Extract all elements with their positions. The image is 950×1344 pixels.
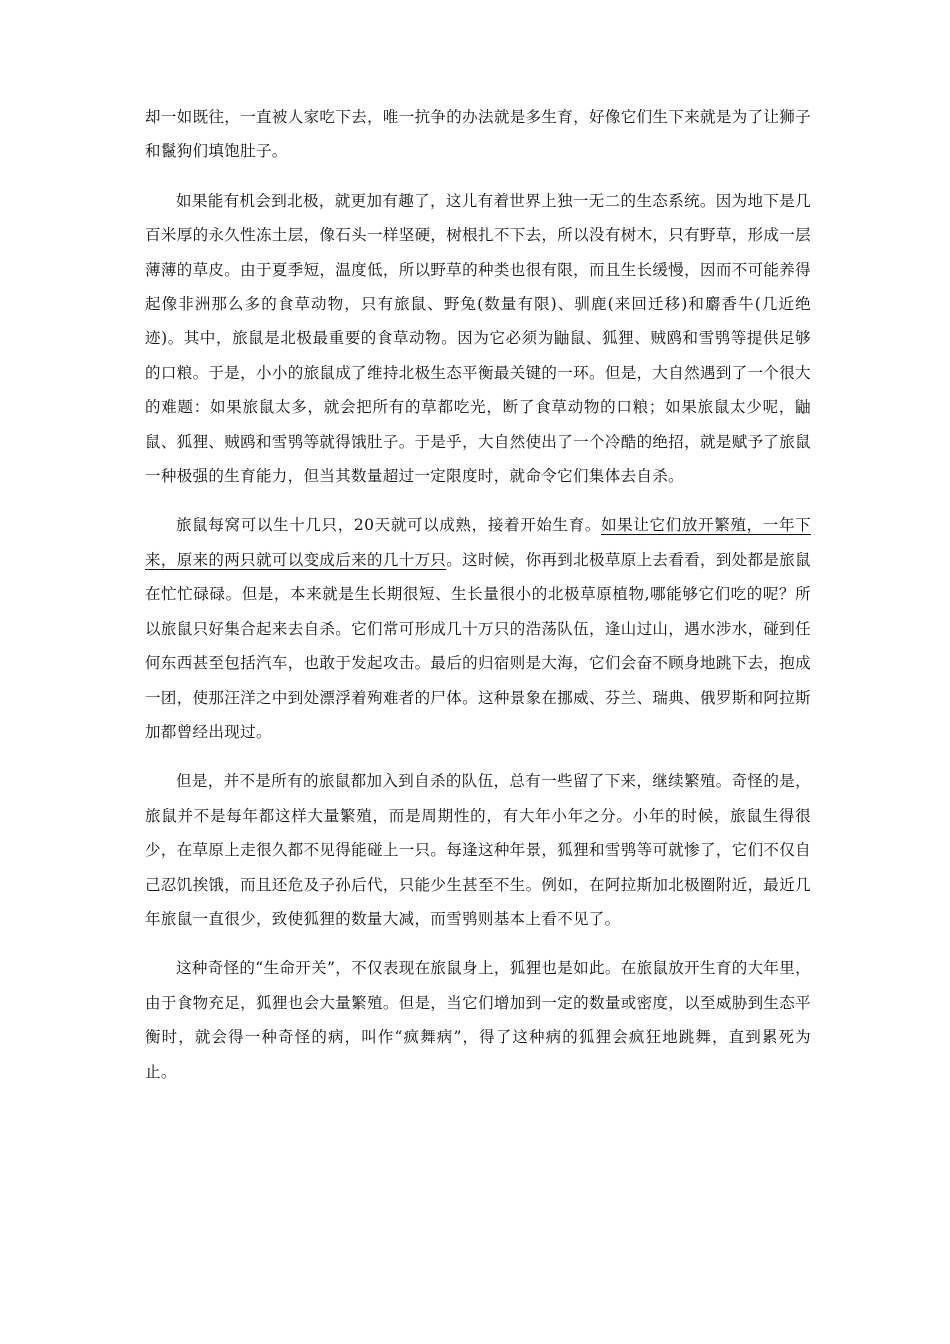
paragraph-3-intro: 旅鼠每窝可以生十几只，20天就可以成熟，接着开始生育。 [176,516,602,535]
paragraph-3-rest: 。这时候，你再到北极草原上去看看，到处都是旅鼠在忙忙碌碌。但是，本来就是生长期很短、生长量很小的北极草原植物,哪能够它们吃的呢？所以旅鼠只好集合起来去自杀。它们常可形成几十万只的浩荡队伍，逢山过山，遇水涉水，碰到任何东西甚至包括汽车，也敢于发起攻击。最后的归宿则是大海，它们会奋不顾身地跳下去，抱成一团，使那汪洋之中到处漂浮着殉难者的尸体。这种景象在挪威、芬兰、瑞典、俄罗斯和阿拉斯加都曾经出现过。 [145,550,811,741]
paragraph-4: 但是，并不是所有的旅鼠都加入到自杀的队伍，总有一些留了下来，继续繁殖。奇怪的是，旅鼠并不是每年都这样大量繁殖，而是周期性的，有大年小年之分。小年的时候，旅鼠生得很少，在草原上走很久都不见得能碰上一只。每逢这种年景，狐狸和雪鸮等可就惨了，它们不仅自己忍饥挨饿，而且还危及子孙后代，只能少生甚至不生。例如，在阿拉斯加北极圈附近，最近几年旅鼠一直很少，致使狐狸的数量大减，而雪鸮则基本上看不见了。 [145,772,811,928]
paragraph-3 [145,508,811,749]
paragraph-5: 这种奇怪的“生命开关”，不仅表现在旅鼠身上，狐狸也是如此。在旅鼠放开生育的大年里，由于食物充足，狐狸也会大量繁殖。但是，当它们增加到一定的数量或密度，以至威胁到生态平衡时，就会得一种奇怪的病，叫作“疯舞病”，得了这种病的狐狸会疯狂地跳舞，直到累死为止。 [145,959,811,1081]
paragraph-2: 如果能有机会到北极，就更加有趣了，这儿有着世界上独一无二的生态系统。因为地下是几百米厚的永久性冻土层，像石头一样坚硬，树根扎不下去，所以没有树木，只有野草，形成一层薄薄的草皮。由于夏季短，温度低，所以野草的种类也很有限，而且生长缓慢，因而不可能养得起像非洲那么多的食草动物，只有旅鼠、野兔(数量有限)、驯鹿(来回迁移)和麝香牛(几近绝迹)。其中，旅鼠是北极最重要的食草动物。因为它必须为鼬鼠、狐狸、贼鸥和雪鸮等提供足够的口粮。于是，小小的旅鼠成了维持北极生态平衡最关键的一环。但是，大自然遇到了一个很大的难题：如果旅鼠太多，就会把所有的草都吃光，断了食草动物的口粮；如果旅鼠太少呢，鼬鼠、狐狸、贼鸥和雪鸮等就得饿肚子。于是乎，大自然使出了一个冷酷的绝招，就是赋予了旅鼠一种极强的生育能力，但当其数量超过一定限度时，就命令它们集体去自杀。 [145,191,811,486]
document-page [145,100,811,1104]
underlined-sentence: 如果让它们放开繁殖，一年下来，原来的两只就可以变成后来的几十万只 [145,516,811,569]
paragraph-1: 却一如既往，一直被人家吃下去，唯一抗争的办法就是多生育，好像它们生下来就是为了让狮子和鬣狗们填饱肚子。 [145,108,811,161]
